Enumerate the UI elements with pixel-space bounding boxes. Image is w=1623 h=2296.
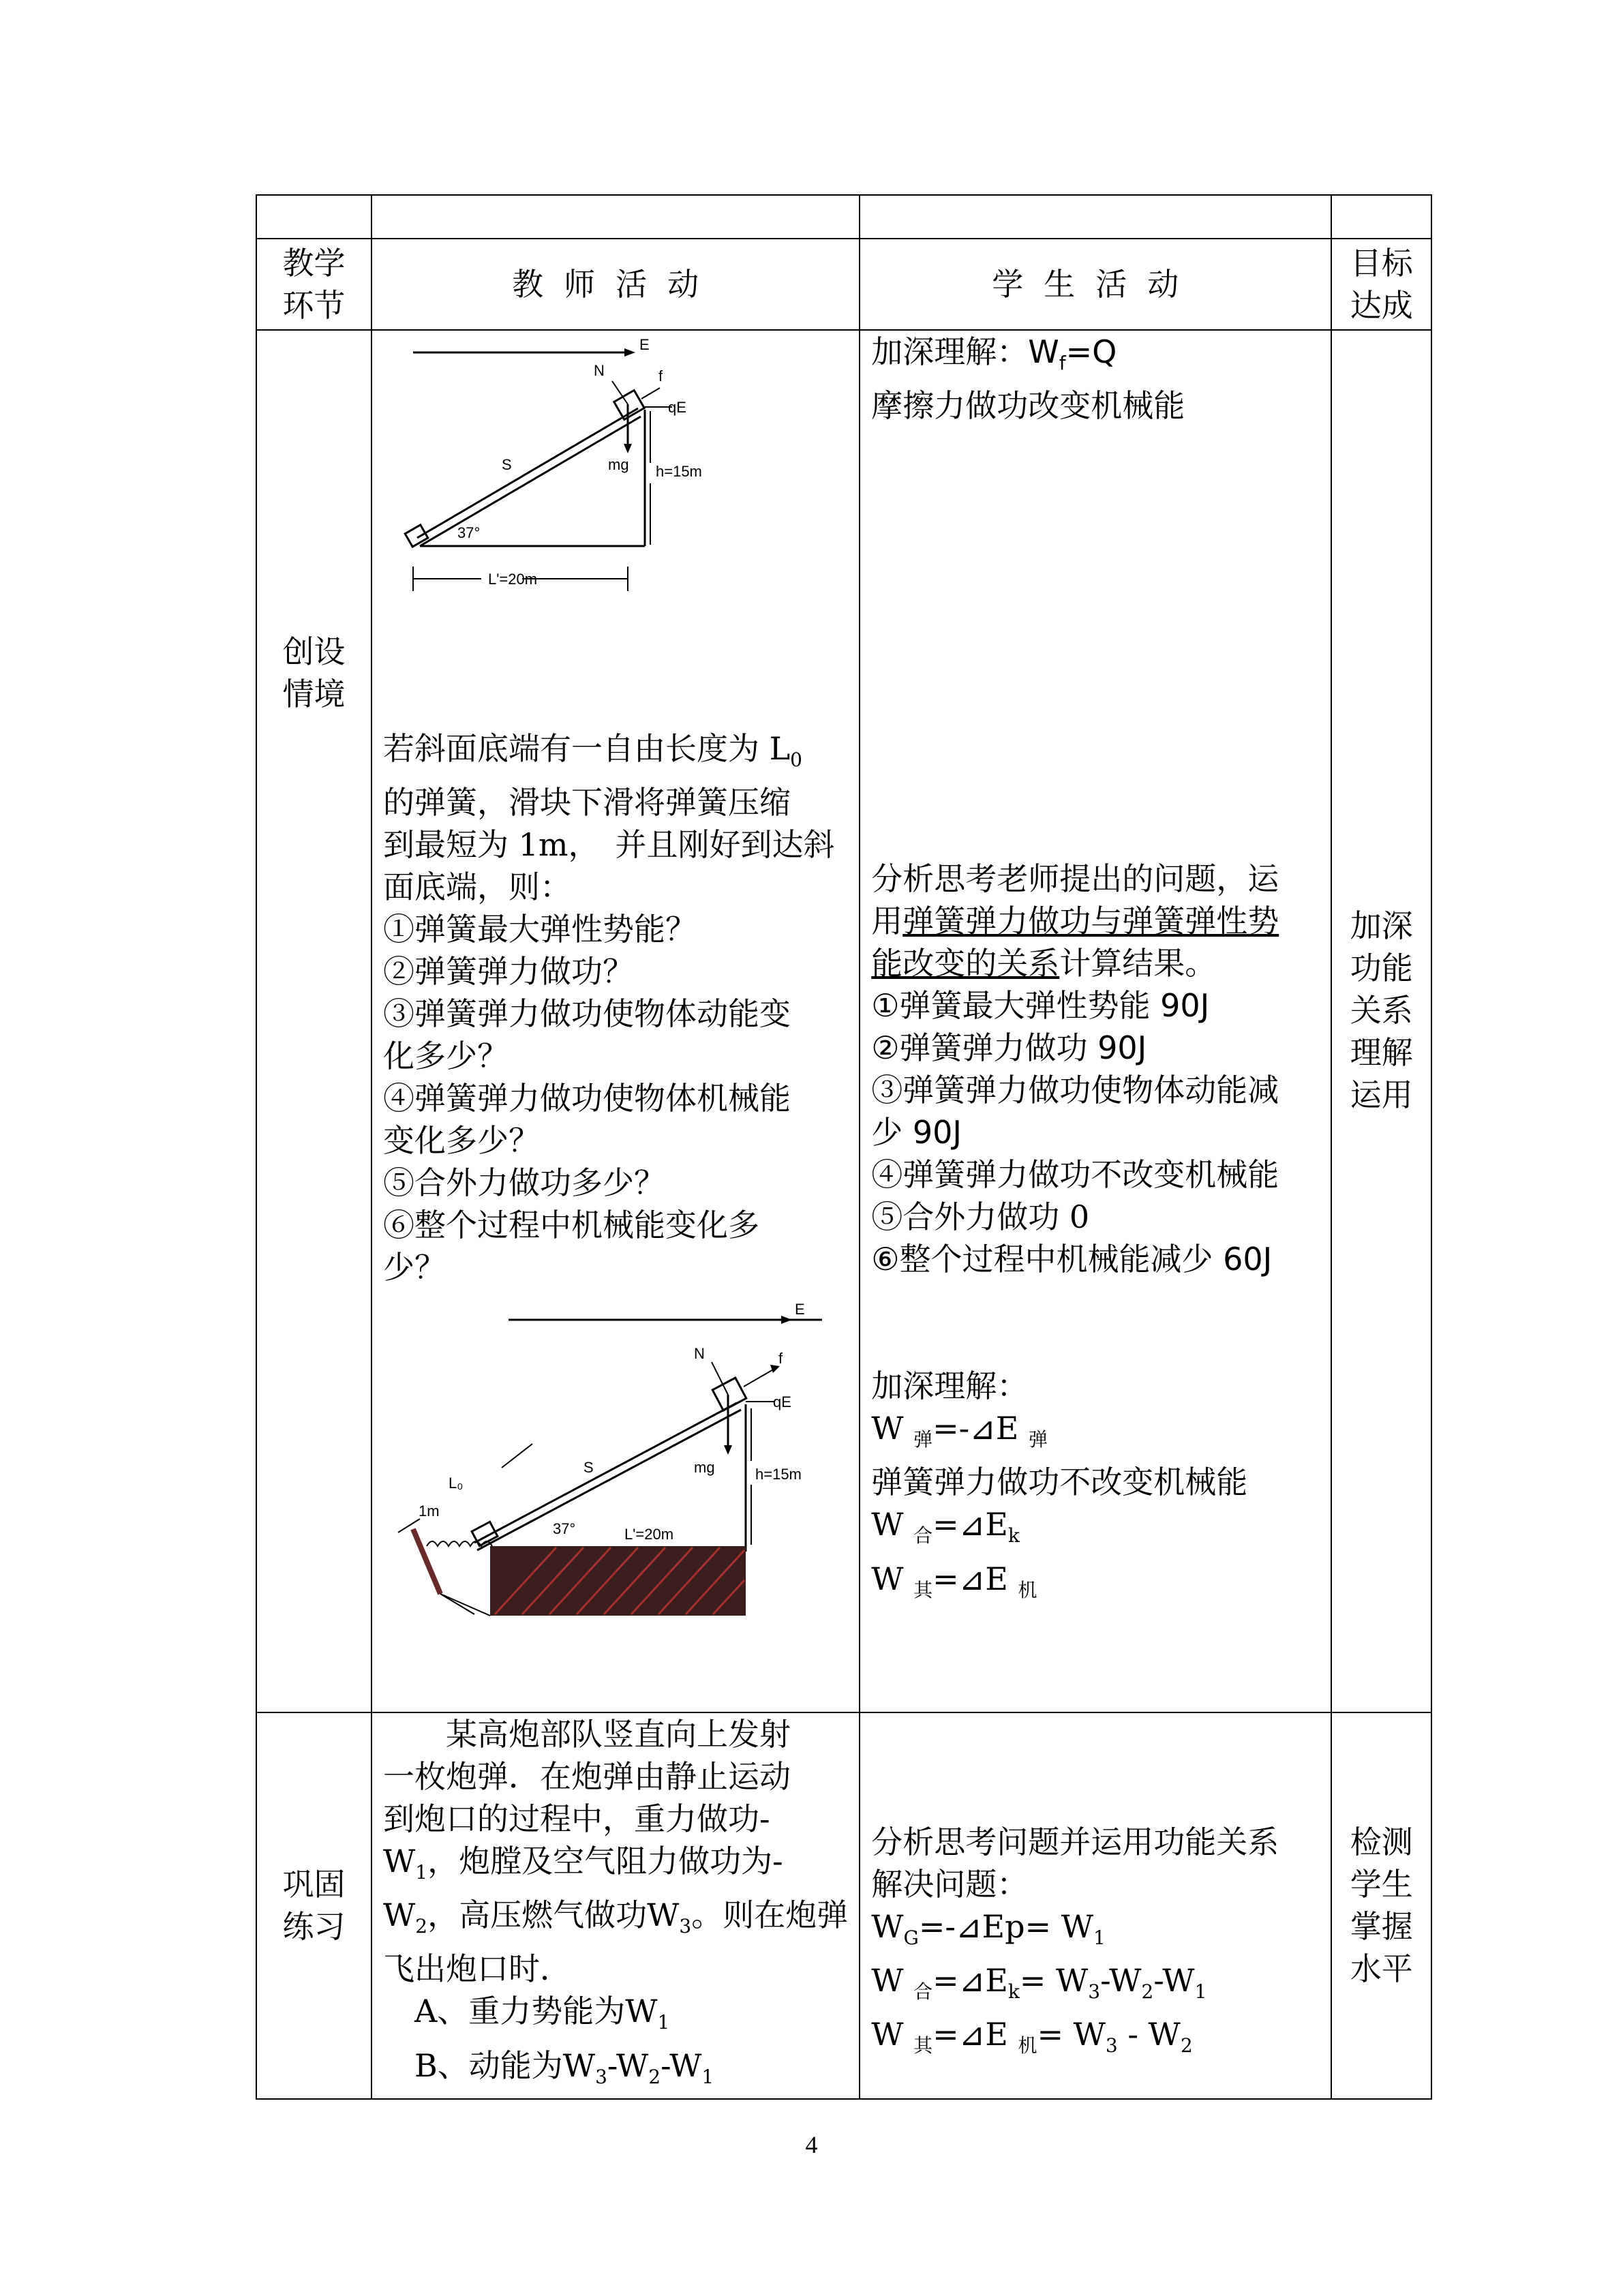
svg-text:mg: mg xyxy=(694,1459,715,1477)
svg-text:h=15m: h=15m xyxy=(656,463,702,480)
svg-text:37°: 37° xyxy=(457,524,481,541)
student-activity-2: 分析思考问题并运用功能关系 解决问题： $W_G=-⊿Ep= W_1$ W $_合=⊿E_k= W_3-W_2-W_1$ W $_其$=⊿E $_机= W_3 - W_2$ xyxy=(860,1712,1331,2099)
svg-text:37°: 37° xyxy=(553,1520,576,1538)
svg-text:L₀: L₀ xyxy=(449,1475,464,1492)
goal-1: 加深 功能 关系 理解 运用 xyxy=(1331,330,1431,1712)
svg-text:f: f xyxy=(658,367,663,384)
student-activity-1: 加深理解：$W_f=Q$ 摩擦力做功改变机械能 分析思考老师提出的问题，运 用弹簧弹力做功与弹簧弹性势 能改变的关系计算结果。 ①弹簧最大弹性势能 90J ②弹簧弹力做功 90J ③弹簧弹力做功使物体动能减 少 90J ④弹簧弹力做功不改变机械能 ⑤合外力做功 0 ⑥整个过程中机械能减少 60J 加深理解： W $_弹$=-⊿E $_弹$ 弹簧弹力做功不改变机械能 W $_合=⊿E_k$ W $_其$=⊿E $_机$ xyxy=(860,330,1331,1712)
section-practice: 巩固 练习 xyxy=(256,1712,371,2099)
teacher-activity-2: 某高炮部队竖直向上发射 一枚炮弹．在炮弹由静止运动 到炮口的过程中，重力做功- $W_1$，炮膛及空气阻力做功为- $W_2$，高压燃气做功$W_3$。则在炮弹 飞出炮口时． A、重力势能为$W_1$ B、动能为$W_3-W_2-W_1$ xyxy=(371,1712,860,2099)
page-number: 4 xyxy=(805,2131,818,2158)
header-goal: 目标 达成 xyxy=(1331,239,1431,330)
section-scenario: 创设 情境 xyxy=(256,330,371,1712)
header-row xyxy=(256,239,1431,330)
svg-text:N: N xyxy=(594,362,605,379)
svg-text:mg: mg xyxy=(608,456,629,473)
spring-question: 若斜面底端有一自由长度为 $L_0$ 的弹簧，滑块下滑将弹簧压缩 到最短为 1m， 并且刚好到达斜 面底端，则： ①弹簧最大弹性势能？ ②弹簧弹力做功？ ③弹簧弹力做功使物体动能变 化多少？ ④弹簧弹力做功使物体机械能 变化多少？ ⑤合外力做功多少？ ⑥整个过程中机械能变化多 少？ xyxy=(383,730,835,1286)
svg-text:qE: qE xyxy=(773,1393,791,1411)
incline-diagram-1 xyxy=(393,333,706,606)
svg-text:f: f xyxy=(778,1350,783,1368)
svg-text:1m: 1m xyxy=(419,1502,440,1520)
svg-text:N: N xyxy=(694,1345,705,1363)
row-practice xyxy=(256,1712,1431,2099)
goal-2: 检测 学生 掌握 水平 xyxy=(1331,1712,1431,2099)
svg-text:qE: qE xyxy=(668,399,686,416)
svg-text:S: S xyxy=(502,456,512,473)
svg-text:E: E xyxy=(795,1301,805,1318)
svg-text:h=15m: h=15m xyxy=(755,1466,802,1483)
svg-text:L'=20m: L'=20m xyxy=(488,571,538,588)
incline-diagram-2 xyxy=(372,1294,822,1676)
header-student: 学生活动 xyxy=(860,239,1331,330)
svg-text:S: S xyxy=(583,1459,594,1477)
svg-text:L'=20m: L'=20m xyxy=(624,1526,674,1543)
header-teacher: 教师活动 xyxy=(371,239,860,330)
teacher-activity-1 xyxy=(371,330,860,1712)
header-stage: 教学 环节 xyxy=(256,239,371,330)
row-scenario xyxy=(256,330,1431,1712)
svg-text:E: E xyxy=(639,336,650,353)
blank-top-row xyxy=(256,195,1431,239)
lesson-plan-table xyxy=(256,194,1432,2100)
